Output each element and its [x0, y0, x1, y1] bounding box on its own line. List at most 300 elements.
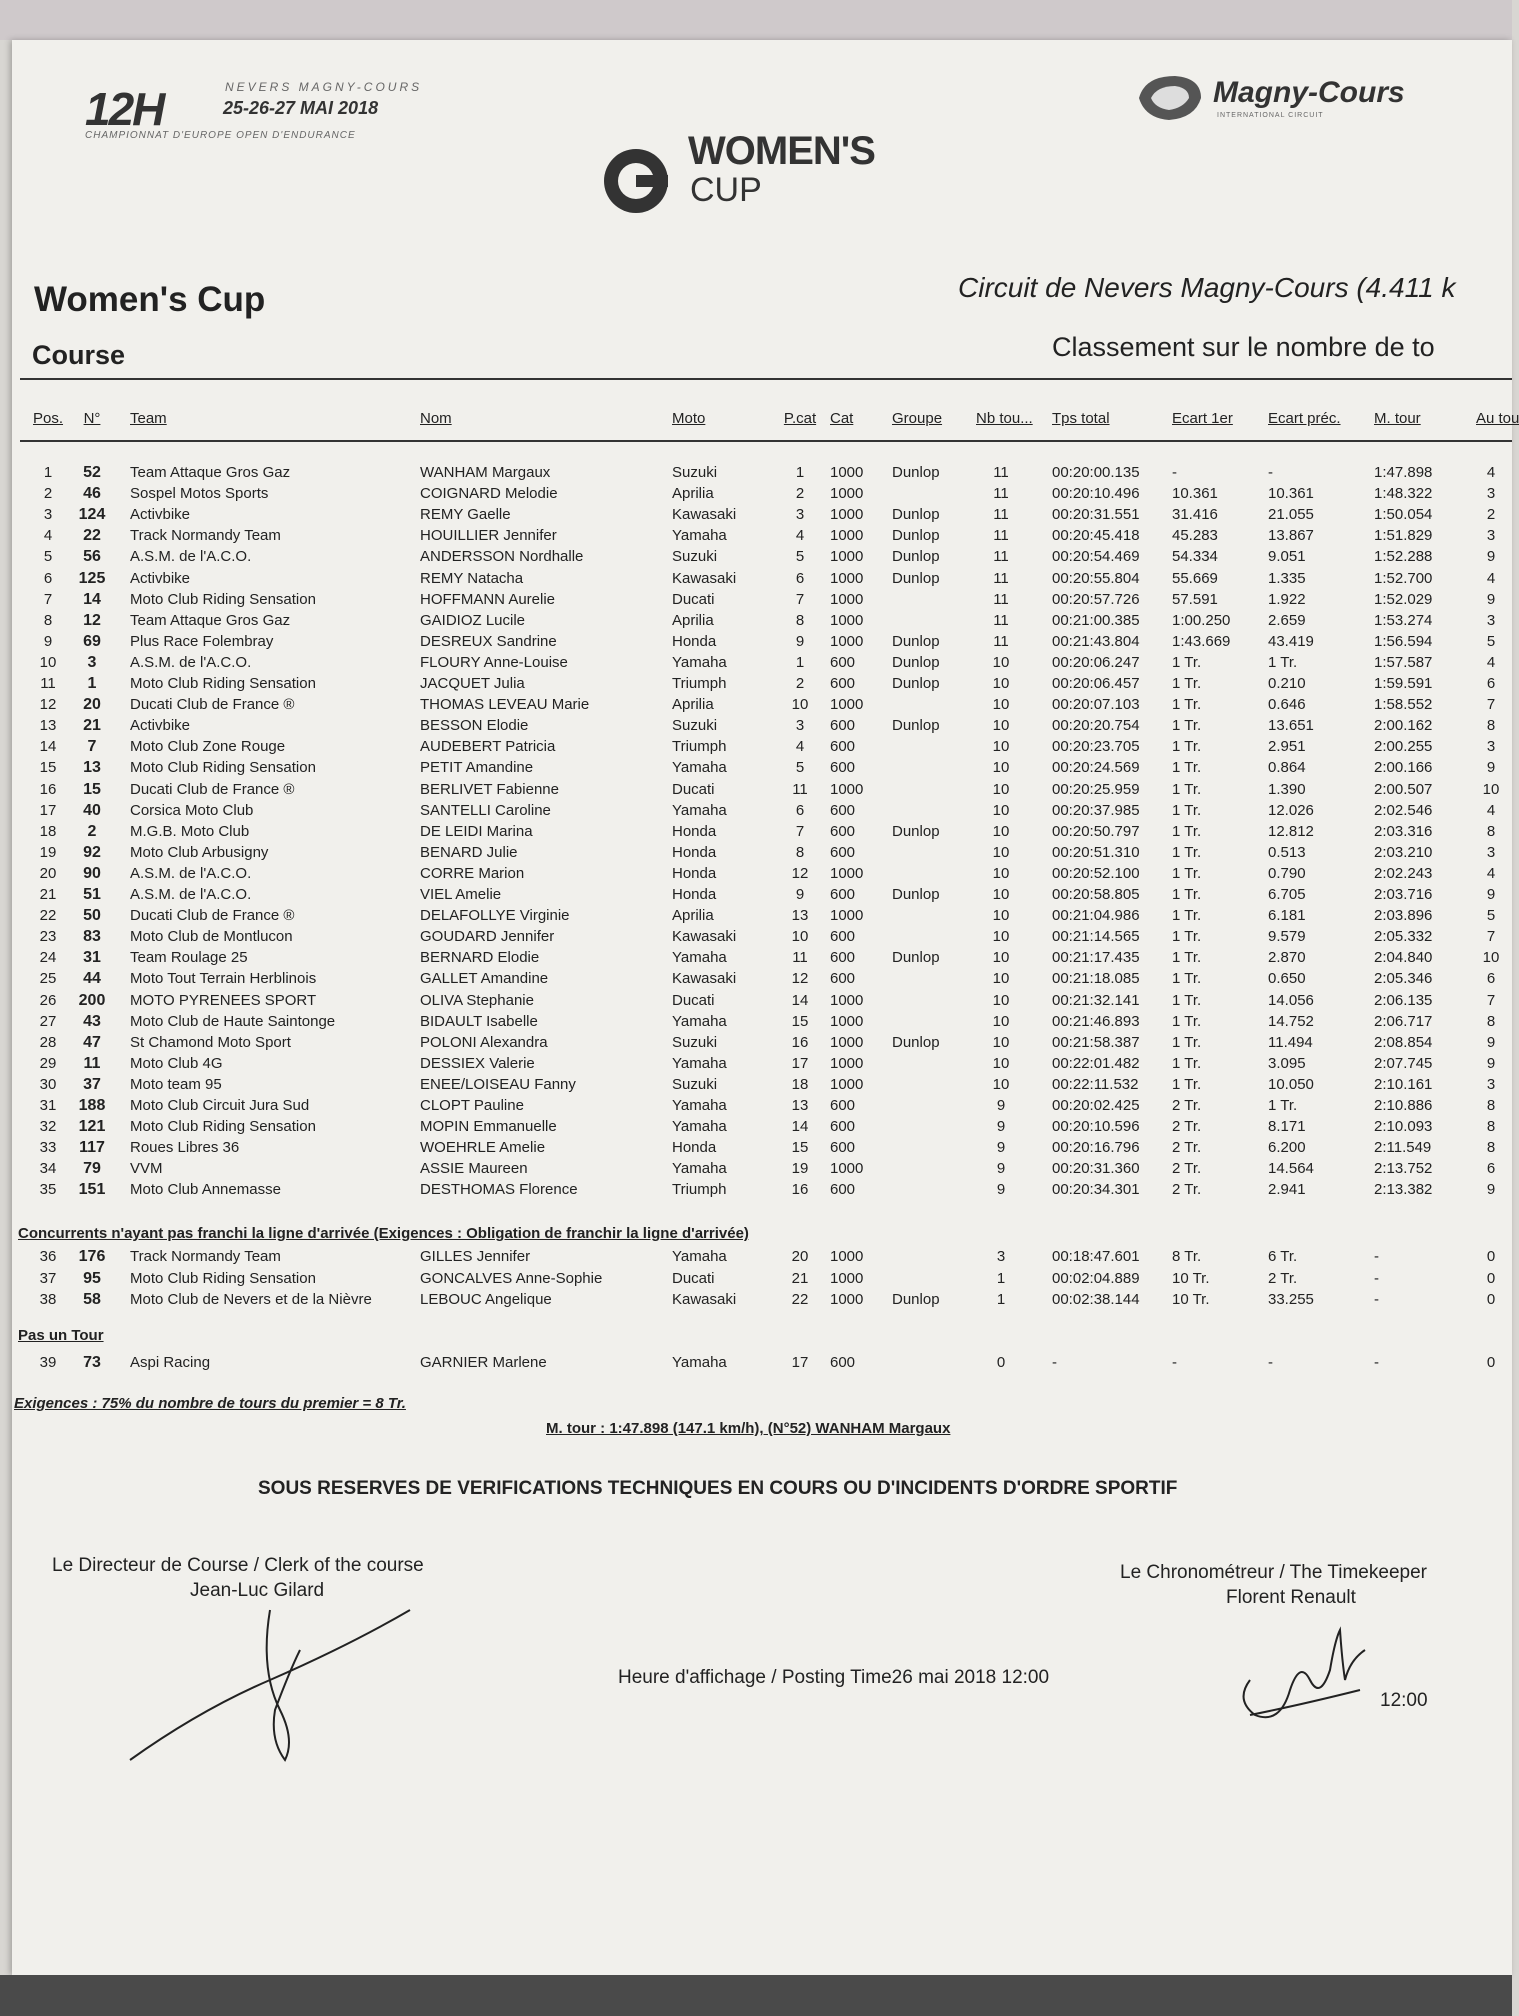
cell-name: JACQUET Julia	[420, 675, 525, 692]
cell-lap-no: 3	[1486, 1075, 1496, 1093]
cell-pos: 29	[39, 1054, 57, 1072]
background-bottom	[0, 1975, 1512, 2016]
cell-best-lap: 1:58.552	[1374, 696, 1433, 714]
cell-lap-no: 10	[1482, 780, 1500, 798]
cell-pcat: 9	[795, 632, 805, 650]
cell-cat: 600	[830, 886, 856, 903]
timekeeper-signature	[1230, 1620, 1380, 1730]
cell-team: Moto Club Riding Sensation	[130, 1269, 316, 1287]
cell-best-lap: 2:03.716	[1374, 886, 1433, 903]
cell-name: LEBOUC Angelique	[420, 1291, 552, 1308]
col-pcat: P.cat	[783, 410, 817, 427]
cell-gap-prev: 0.864	[1268, 759, 1306, 777]
cell-pos: 17	[39, 801, 57, 819]
table-row	[0, 633, 1512, 654]
cell-moto: Honda	[672, 1139, 717, 1157]
cell-gap-first: 1 Tr.	[1172, 928, 1202, 946]
cell-gap-first: 1 Tr.	[1172, 675, 1202, 692]
cell-pos: 10	[39, 653, 57, 671]
cell-gap-first: 1 Tr.	[1172, 653, 1202, 671]
cell-lap-no: 3	[1486, 738, 1496, 756]
cell-pcat: 2	[795, 485, 805, 503]
cell-name: MOPIN Emmanuelle	[420, 1118, 557, 1136]
col-pos: Pos.	[33, 410, 64, 427]
cell-pcat: 11	[792, 780, 808, 798]
cell-pos: 21	[39, 886, 57, 903]
table-row	[0, 907, 1512, 928]
cell-best-lap: 2:10.093	[1374, 1118, 1433, 1136]
cell-gap-first: 1 Tr.	[1172, 1012, 1202, 1030]
cell-name: THOMAS LEVEAU Marie	[420, 696, 590, 714]
cell-total-time: 00:20:25.959	[1052, 780, 1140, 798]
cell-pos: 4	[43, 527, 53, 545]
cell-pcat: 3	[795, 506, 805, 524]
cell-total-time: 00:20:06.247	[1052, 653, 1140, 671]
director-role: Le Directeur de Course / Clerk of the course	[52, 1555, 424, 1576]
cell-gap-first: 1 Tr.	[1172, 864, 1202, 882]
cell-pcat: 21	[791, 1269, 809, 1287]
cell-best-lap: 1:59.591	[1374, 675, 1433, 692]
cell-team: Moto Club Arbusigny	[130, 843, 269, 861]
cell-name: BENARD Julie	[420, 843, 518, 861]
cell-pos: 28	[39, 1033, 57, 1051]
cell-pcat: 10	[791, 928, 809, 946]
cell-best-lap: 2:08.854	[1374, 1033, 1433, 1051]
cell-best-lap: 2:10.161	[1374, 1075, 1433, 1093]
cell-gap-first: -	[1172, 1354, 1177, 1371]
cell-pos: 37	[39, 1269, 57, 1287]
table-row	[0, 1097, 1512, 1118]
table-row	[0, 1139, 1512, 1160]
cell-total-time: 00:20:07.103	[1052, 696, 1140, 714]
cell-best-lap: 2:13.382	[1374, 1181, 1433, 1199]
cell-laps: 9	[996, 1181, 1006, 1199]
cell-total-time: 00:20:10.496	[1052, 485, 1140, 503]
cell-lap-no: 8	[1486, 1097, 1496, 1114]
cell-gap-prev: 12.026	[1268, 801, 1314, 819]
cell-lap-no: 8	[1486, 717, 1496, 735]
cell-pos: 31	[39, 1097, 57, 1114]
cell-gap-prev: 0.646	[1268, 696, 1306, 714]
cell-total-time: 00:21:18.085	[1052, 970, 1140, 988]
cell-team: Track Normandy Team	[130, 1248, 281, 1265]
cell-lap-no: 6	[1486, 675, 1496, 692]
cell-team: Team Attaque Gros Gaz	[130, 611, 291, 629]
cell-lap-no: 8	[1486, 822, 1496, 840]
cell-laps: 10	[992, 1054, 1010, 1072]
table-row	[0, 612, 1512, 633]
cell-moto: Honda	[672, 822, 717, 840]
cell-number: 90	[83, 864, 101, 882]
circuit-title: Circuit de Nevers Magny-Cours (4.411 k	[958, 272, 1456, 303]
cell-name: GONCALVES Anne-Sophie	[420, 1269, 603, 1287]
col-cat: Cat	[830, 410, 854, 427]
cell-pos: 34	[39, 1160, 57, 1178]
cell-cat: 600	[830, 675, 856, 692]
cell-total-time: 00:20:23.705	[1052, 738, 1140, 756]
cell-laps: 11	[993, 611, 1009, 629]
cell-total-time: 00:20:58.805	[1052, 886, 1140, 903]
cell-gap-prev: 0.650	[1268, 970, 1306, 988]
cell-cat: 1000	[830, 590, 864, 608]
cell-moto: Yamaha	[672, 653, 727, 671]
cell-cat: 600	[830, 1097, 856, 1114]
cell-pcat: 3	[795, 717, 805, 735]
cell-number: 151	[78, 1181, 106, 1199]
cell-name: POLONI Alexandra	[420, 1033, 548, 1051]
cell-moto: Aprilia	[672, 485, 714, 503]
col-tps-total: Tps total	[1052, 410, 1110, 427]
cell-lap-no: 8	[1486, 1118, 1496, 1136]
cell-best-lap: 2:03.316	[1374, 822, 1433, 840]
cell-number: 83	[83, 928, 101, 946]
cell-moto: Suzuki	[672, 1075, 718, 1093]
cell-best-lap: 1:48.322	[1374, 485, 1433, 503]
cell-name: SANTELLI Caroline	[420, 801, 551, 819]
cell-groupe: Dunlop	[892, 886, 940, 903]
cell-name: DESREUX Sandrine	[420, 632, 557, 650]
cell-name: DESTHOMAS Florence	[420, 1181, 578, 1199]
table-row	[0, 970, 1512, 991]
cell-lap-no: 9	[1486, 1033, 1496, 1051]
cell-pos: 9	[43, 632, 53, 650]
cell-gap-prev: 1.390	[1268, 780, 1306, 798]
cell-name: BERLIVET Fabienne	[420, 780, 559, 798]
cell-total-time: 00:21:46.893	[1052, 1012, 1140, 1030]
cell-moto: Yamaha	[672, 1097, 727, 1114]
table-row	[0, 464, 1512, 485]
page-title: Women's Cup	[34, 280, 266, 319]
cell-name: WANHAM Margaux	[420, 464, 551, 481]
cell-lap-no: 7	[1486, 696, 1496, 714]
cell-pos: 1	[43, 464, 53, 481]
cell-moto: Aprilia	[672, 611, 714, 629]
cell-number: 12	[83, 611, 101, 629]
cell-gap-prev: 9.579	[1268, 928, 1306, 946]
cell-team: Ducati Club de France ®	[130, 696, 295, 714]
cell-team: Corsica Moto Club	[130, 801, 254, 819]
cell-name: AUDEBERT Patricia	[420, 738, 556, 756]
cell-lap-no: 2	[1486, 506, 1496, 524]
cell-pcat: 6	[795, 801, 805, 819]
cell-cat: 1000	[830, 1248, 864, 1265]
cell-pcat: 20	[791, 1248, 809, 1265]
cell-cat: 600	[830, 822, 856, 840]
cell-best-lap: 2:02.546	[1374, 801, 1433, 819]
cell-pcat: 1	[795, 653, 805, 671]
cell-pcat: 19	[791, 1160, 809, 1178]
circuit-logo-icon	[1135, 70, 1205, 125]
table-row	[0, 1118, 1512, 1139]
cell-gap-first: 1 Tr.	[1172, 886, 1202, 903]
cell-name: BIDAULT Isabelle	[420, 1012, 538, 1030]
cell-moto: Ducati	[672, 590, 715, 608]
cell-pos: 19	[39, 843, 57, 861]
cell-pcat: 7	[795, 822, 805, 840]
cell-number: 92	[83, 843, 101, 861]
cell-gap-first: 2 Tr.	[1172, 1181, 1202, 1199]
posting-time: Heure d'affichage / Posting Time26 mai 2018 12:00	[618, 1667, 1050, 1688]
col-m-tour: M. tour	[1374, 410, 1421, 427]
cell-number: 21	[83, 717, 101, 735]
cell-lap-no: 9	[1486, 590, 1496, 608]
cell-team: Moto Club 4G	[130, 1054, 223, 1072]
cell-best-lap: 2:00.255	[1374, 738, 1433, 756]
cell-laps: 11	[993, 485, 1009, 503]
cell-number: 121	[78, 1118, 106, 1136]
cell-cat: 600	[830, 1181, 856, 1199]
cell-pcat: 18	[791, 1075, 809, 1093]
event-logo-dates: 25-26-27 MAI 2018	[223, 98, 379, 118]
event-logo-mark: 12H	[85, 83, 164, 135]
cell-pcat: 14	[791, 991, 809, 1009]
cell-gap-prev: 6.200	[1268, 1139, 1306, 1157]
cell-cat: 1000	[830, 1075, 864, 1093]
event-logo-line1: NEVERS MAGNY-COURS	[225, 80, 423, 94]
cell-total-time: 00:20:00.135	[1052, 464, 1140, 481]
cell-best-lap: 2:07.745	[1374, 1054, 1433, 1072]
cell-cat: 1000	[830, 485, 864, 503]
cell-pos: 36	[39, 1248, 57, 1265]
cell-gap-prev: 33.255	[1268, 1291, 1314, 1308]
cell-pos: 15	[39, 759, 57, 777]
cell-total-time: 00:21:00.385	[1052, 611, 1140, 629]
cell-team: Moto Club Riding Sensation	[130, 759, 316, 777]
cell-cat: 600	[830, 759, 856, 777]
cell-pcat: 13	[791, 907, 809, 925]
cell-laps: 10	[992, 780, 1010, 798]
cell-name: GOUDARD Jennifer	[420, 928, 555, 946]
cell-lap-no: 9	[1486, 548, 1496, 566]
cell-total-time: 00:20:54.469	[1052, 548, 1140, 566]
col-nb-tours: Nb tou...	[976, 410, 1033, 427]
cell-gap-prev: 13.867	[1268, 527, 1314, 545]
cell-best-lap: 2:04.840	[1374, 949, 1433, 967]
table-row	[0, 506, 1512, 527]
cell-groupe: Dunlop	[892, 506, 940, 524]
cell-pos: 3	[43, 506, 53, 524]
cell-moto: Honda	[672, 886, 717, 903]
cell-pos: 14	[39, 738, 57, 756]
cell-best-lap: 1:57.587	[1374, 653, 1433, 671]
cell-gap-prev: 2 Tr.	[1268, 1269, 1298, 1287]
table-row	[0, 485, 1512, 506]
cell-laps: 10	[992, 970, 1010, 988]
cell-gap-first: 10 Tr.	[1172, 1269, 1210, 1287]
cell-cat: 1000	[830, 1054, 864, 1072]
dnf-section-title: Concurrents n'ayant pas franchi la ligne d'arrivée (Exigences : Obligation de franchir la ligne d'arrivée)	[18, 1225, 749, 1242]
cell-gap-prev: -	[1268, 464, 1273, 481]
cell-gap-first: 55.669	[1172, 569, 1218, 587]
cell-name: COIGNARD Melodie	[420, 485, 558, 503]
cell-laps: 9	[996, 1160, 1006, 1178]
cell-total-time: 00:18:47.601	[1052, 1248, 1140, 1265]
cell-name: HOFFMANN Aurelie	[420, 590, 556, 608]
cell-moto: Suzuki	[672, 464, 718, 481]
cell-cat: 1000	[830, 632, 864, 650]
cell-gap-first: 1 Tr.	[1172, 738, 1202, 756]
col-no: N°	[83, 410, 101, 427]
cell-pos: 23	[39, 928, 57, 946]
cell-moto: Yamaha	[672, 1248, 727, 1265]
cell-best-lap: 1:47.898	[1374, 464, 1433, 481]
cell-laps: 10	[992, 822, 1010, 840]
cell-gap-first: 1 Tr.	[1172, 717, 1202, 735]
cell-moto: Yamaha	[672, 1118, 727, 1136]
cell-pcat: 4	[795, 738, 805, 756]
cell-cat: 1000	[830, 1160, 864, 1178]
cell-number: 47	[83, 1033, 101, 1051]
cell-cat: 1000	[830, 864, 864, 882]
cell-moto: Ducati	[672, 991, 715, 1009]
cell-lap-no: 6	[1486, 1160, 1496, 1178]
cell-laps: 10	[992, 653, 1010, 671]
cell-laps: 11	[993, 590, 1009, 608]
cell-number: 13	[83, 759, 101, 777]
cell-laps: 10	[992, 1075, 1010, 1093]
cell-laps: 10	[992, 1012, 1010, 1030]
cell-lap-no: 3	[1486, 611, 1496, 629]
cell-team: A.S.M. de l'A.C.O.	[130, 864, 252, 882]
cell-laps: 1	[996, 1269, 1006, 1287]
requirements-note: Exigences : 75% du nombre de tours du premier = 8 Tr.	[14, 1395, 406, 1412]
cell-gap-first: 31.416	[1172, 506, 1218, 524]
cell-pcat: 16	[791, 1033, 809, 1051]
cell-moto: Ducati	[672, 780, 715, 798]
cell-gap-first: 1 Tr.	[1172, 801, 1202, 819]
table-row	[0, 675, 1512, 696]
cell-pcat: 17	[791, 1054, 809, 1072]
cell-laps: 11	[993, 548, 1009, 566]
cell-laps: 11	[993, 569, 1009, 587]
cell-gap-prev: 0.513	[1268, 843, 1306, 861]
cell-total-time: 00:20:34.301	[1052, 1181, 1140, 1199]
cell-team: Ducati Club de France ®	[130, 907, 295, 925]
reserves-notice: SOUS RESERVES DE VERIFICATIONS TECHNIQUES EN COURS OU D'INCIDENTS D'ORDRE SPORTIF	[258, 1478, 1178, 1499]
circuit-logo-subtext: INTERNATIONAL CIRCUIT	[1217, 112, 1324, 119]
cell-lap-no: 4	[1486, 569, 1496, 587]
cell-team: Team Attaque Gros Gaz	[130, 464, 291, 481]
cell-pos: 7	[43, 590, 53, 608]
cell-moto: Yamaha	[672, 759, 727, 777]
cell-team: Moto Club de Nevers et de la Nièvre	[130, 1291, 372, 1308]
cell-total-time: 00:20:55.804	[1052, 569, 1140, 587]
cell-name: PETIT Amandine	[420, 759, 534, 777]
cell-gap-prev: 10.050	[1268, 1075, 1314, 1093]
cell-gap-prev: 14.564	[1268, 1160, 1314, 1178]
cell-total-time: 00:20:10.596	[1052, 1118, 1140, 1136]
table-row	[0, 570, 1512, 591]
cell-gap-prev: 2.659	[1268, 611, 1306, 629]
col-au-tour: Au tou	[1476, 410, 1519, 427]
cell-pcat: 5	[795, 759, 805, 777]
cell-name: ASSIE Maureen	[420, 1160, 528, 1178]
cell-pcat: 10	[791, 696, 809, 714]
cell-team: Moto team 95	[130, 1075, 222, 1093]
cell-total-time: 00:20:16.796	[1052, 1139, 1140, 1157]
cell-laps: 10	[992, 696, 1010, 714]
cell-gap-prev: 11.494	[1268, 1033, 1313, 1051]
cell-name: DE LEIDI Marina	[420, 822, 533, 840]
table-row	[0, 992, 1512, 1013]
cell-groupe: Dunlop	[892, 527, 940, 545]
cell-laps: 11	[993, 506, 1009, 524]
cell-cat: 1000	[830, 780, 864, 798]
page-subtitle: Course	[32, 340, 126, 370]
cell-gap-prev: 6 Tr.	[1268, 1248, 1298, 1265]
cell-pos: 27	[39, 1012, 57, 1030]
cell-number: 40	[83, 801, 101, 819]
cell-team: Moto Club Riding Sensation	[130, 590, 316, 608]
nolap-section-title: Pas un Tour	[18, 1327, 104, 1344]
table-row	[0, 654, 1512, 675]
cell-gap-first: 45.283	[1172, 527, 1218, 545]
cell-gap-prev: 12.812	[1268, 822, 1314, 840]
cell-lap-no: 4	[1486, 801, 1496, 819]
cell-best-lap: 2:00.166	[1374, 759, 1433, 777]
cell-moto: Yamaha	[672, 527, 727, 545]
cell-gap-first: 57.591	[1172, 590, 1218, 608]
cell-gap-prev: 1.922	[1268, 590, 1306, 608]
cell-best-lap: 2:11.549	[1374, 1139, 1432, 1157]
cell-laps: 10	[992, 1033, 1010, 1051]
cell-team: M.G.B. Moto Club	[130, 822, 250, 840]
cell-moto: Yamaha	[672, 1160, 727, 1178]
cell-name: CORRE Marion	[420, 864, 525, 882]
cell-best-lap: -	[1374, 1291, 1379, 1308]
cell-cat: 600	[830, 1354, 856, 1371]
cell-name: GILLES Jennifer	[420, 1248, 531, 1265]
cell-lap-no: 10	[1482, 949, 1500, 967]
cell-best-lap: 2:05.346	[1374, 970, 1433, 988]
cell-moto: Ducati	[672, 1269, 715, 1287]
director-signature	[120, 1590, 420, 1770]
cell-gap-first: 1 Tr.	[1172, 991, 1202, 1009]
cell-total-time: 00:21:58.387	[1052, 1033, 1140, 1051]
cell-total-time: 00:02:38.144	[1052, 1291, 1140, 1308]
cell-groupe: Dunlop	[892, 548, 940, 566]
cell-moto: Honda	[672, 843, 717, 861]
classification-title: Classement sur le nombre de to	[1052, 332, 1435, 362]
cell-best-lap: 1:52.288	[1374, 548, 1433, 566]
cell-total-time: 00:21:17.435	[1052, 949, 1140, 967]
cell-pos: 32	[39, 1118, 57, 1136]
table-row	[0, 1181, 1512, 1202]
cell-gap-prev: 14.056	[1268, 991, 1314, 1009]
cell-best-lap: 2:03.210	[1374, 843, 1433, 861]
cell-pcat: 4	[795, 527, 805, 545]
table-row	[0, 823, 1512, 844]
cell-team: Roues Libres 36	[130, 1139, 240, 1157]
table-row	[0, 1013, 1512, 1034]
cell-cat: 1000	[830, 1033, 864, 1051]
cell-gap-prev: 0.790	[1268, 864, 1306, 882]
cell-team: Activbike	[130, 569, 191, 587]
cell-lap-no: 0	[1486, 1354, 1496, 1371]
cell-gap-first: 10 Tr.	[1172, 1291, 1210, 1308]
cell-team: Ducati Club de France ®	[130, 780, 295, 798]
cell-pos: 5	[43, 548, 53, 566]
cell-total-time: 00:20:31.360	[1052, 1160, 1140, 1178]
cell-total-time: 00:22:01.482	[1052, 1054, 1140, 1072]
cell-moto: Kawasaki	[672, 970, 737, 988]
cell-best-lap: 2:06.717	[1374, 1012, 1433, 1030]
cell-name: ENEE/LOISEAU Fanny	[420, 1075, 576, 1093]
cell-gap-prev: 10.361	[1268, 485, 1314, 503]
cell-team: VVM	[130, 1160, 163, 1178]
cell-laps: 10	[992, 759, 1010, 777]
cell-pcat: 15	[791, 1139, 809, 1157]
